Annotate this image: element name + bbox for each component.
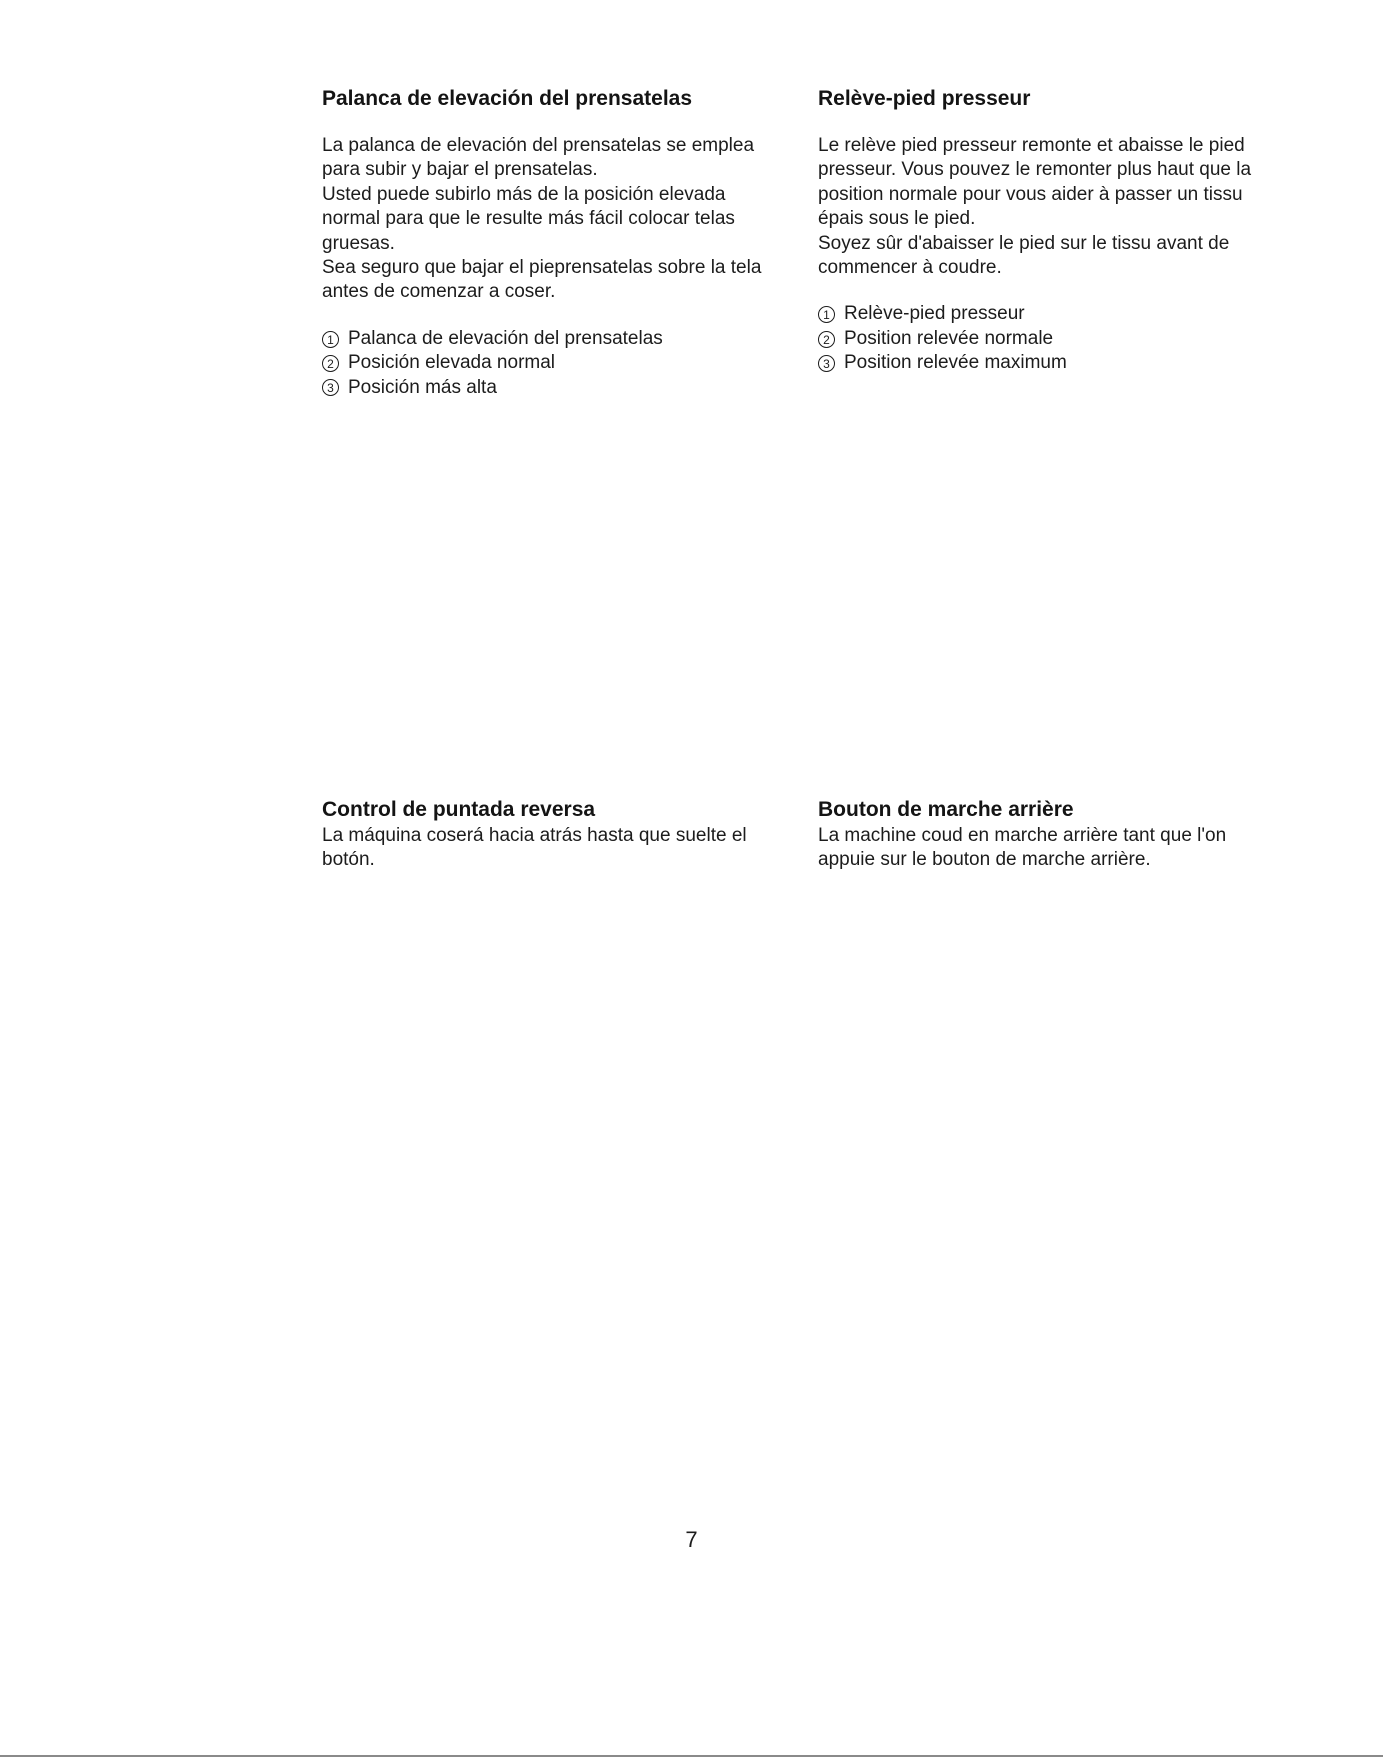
legend-label: Position relevée normale (844, 327, 1054, 349)
circled-number-icon: 1 (818, 306, 835, 323)
paragraph-fr-reverse (818, 824, 1298, 873)
text-line: Usted puede subirlo más de la posición elevada (322, 183, 726, 205)
legend-item (818, 327, 1298, 351)
page-number: 7 (685, 1527, 698, 1552)
legend-label: Position relevée maximum (844, 352, 1067, 374)
legend-label: Posición elevada normal (348, 352, 556, 374)
text-line: botón. (322, 849, 375, 871)
section-fr-presser-lifter (818, 86, 1298, 376)
text-line: Sea seguro que bajar el pieprensatelas sobre la tela (322, 257, 762, 279)
circled-number-icon: 3 (322, 379, 339, 396)
section-es-presser-lifter (322, 86, 792, 400)
paragraph-es-reverse (322, 824, 792, 873)
divider (0, 1755, 1383, 1757)
text-line: La palanca de elevación del prensatelas se emplea (322, 135, 755, 156)
legend-item (322, 327, 792, 351)
circled-number-icon: 3 (818, 355, 835, 372)
heading-es-presser-lifter: Palanca de elevación del prensatelas (322, 87, 693, 110)
text-line: normal para que le resulte más fácil colocar telas (322, 208, 735, 230)
text-line: commencer à coudre. (818, 257, 1002, 279)
legend-item (818, 302, 1298, 326)
text-line: épais sous le pied. (818, 208, 976, 230)
legend-item (322, 351, 792, 375)
text-line: appuie sur le bouton de marche arrière. (818, 849, 1151, 871)
legend-item (322, 376, 792, 400)
text-line: Le relève pied presseur remonte et abaisse le pied (818, 135, 1245, 156)
legend-label: Relève-pied presseur (844, 303, 1025, 325)
legend-label: Palanca de elevación del prensatelas (348, 327, 663, 349)
section-es-reverse (322, 797, 792, 873)
text-line: position normale pour vous aider à passer un tissu (818, 183, 1243, 205)
circled-number-icon: 2 (818, 331, 835, 348)
text-line: antes de comenzar a coser. (322, 281, 556, 303)
paragraph-fr-presser-lifter (818, 134, 1298, 280)
heading-fr-reverse: Bouton de marche arrière (818, 798, 1074, 821)
text-line: gruesas. (322, 232, 395, 254)
text-line: para subir y bajar el prensatelas. (322, 159, 598, 181)
section-fr-reverse (818, 797, 1298, 873)
legend-list-fr-presser-lifter (818, 302, 1298, 375)
legend-item (818, 351, 1298, 375)
circled-number-icon: 2 (322, 355, 339, 372)
text-line: La máquina coserá hacia atrás hasta que suelte el (322, 825, 747, 846)
circled-number-icon: 1 (322, 331, 339, 348)
text-line: presseur. Vous pouvez le remonter plus haut que la (818, 159, 1252, 181)
heading-fr-presser-lifter: Relève-pied presseur (818, 87, 1031, 110)
text-line: La machine coud en marche arrière tant que l'on (818, 825, 1227, 846)
legend-label: Posición más alta (348, 376, 497, 398)
heading-es-reverse: Control de puntada reversa (322, 798, 596, 821)
paragraph-es-presser-lifter (322, 134, 792, 305)
legend-list-es-presser-lifter (322, 327, 792, 400)
text-line: Soyez sûr d'abaisser le pied sur le tissu avant de (818, 232, 1230, 254)
